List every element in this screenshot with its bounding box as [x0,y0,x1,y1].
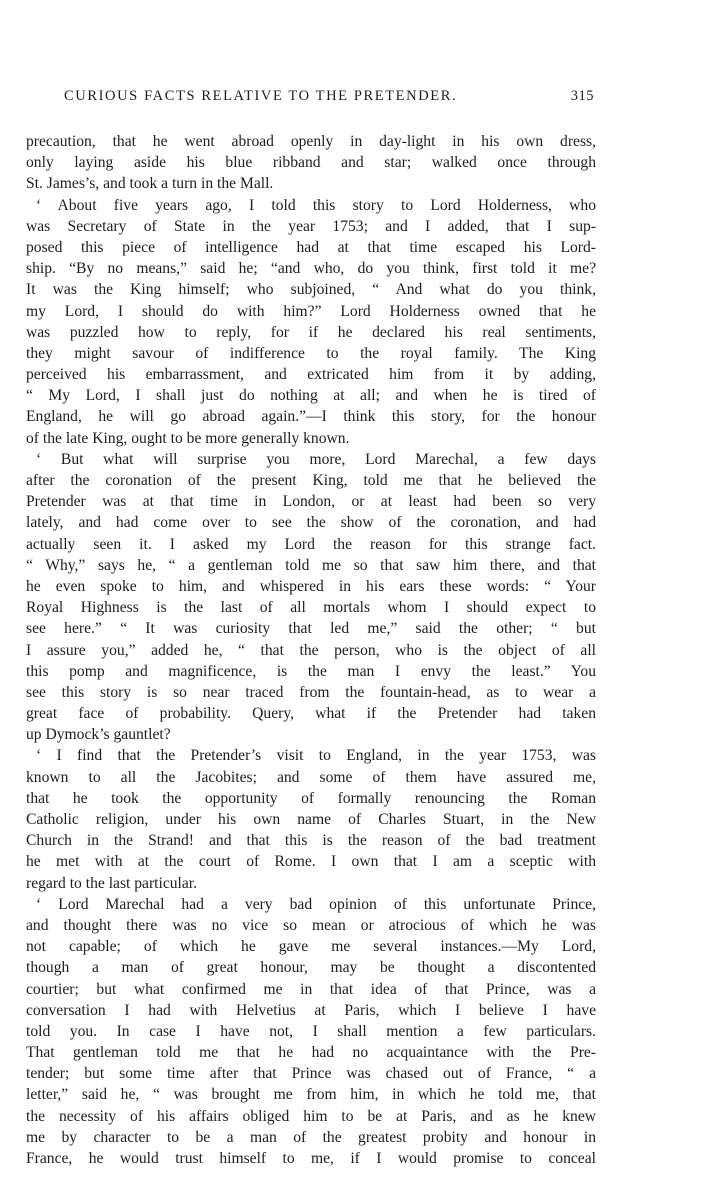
text-line: Royal Highness is the last of all mortals whom I should expect to [26,599,596,617]
body-text [26,131,596,1169]
text-line: this pomp and magnificence, is the man I envy the least.” You [26,662,596,680]
text-line: he even spoke to him, and whispered in his ears these words: “ Your [26,577,596,595]
text-line: Pretender was at that time in London, or at least had been so very [26,493,596,511]
text-line: precaution, that he went abroad openly in day-light in his own dress, [26,133,596,150]
text-line: Catholic religion, under his own name of Charles Stuart, in the New [26,811,596,828]
text-line: Church in the Strand! and that this is the reason of the bad treatment [26,832,596,850]
text-line: ‘ But what will surprise you more, Lord Marechal, a few days [36,450,596,468]
text-line: they might savour of indifference to the royal family. The King [26,344,596,362]
text-line: great face of probability. Query, what if the Pretender had taken [26,705,596,723]
text-line: “ Why,” says he, “ a gentleman told me so that saw him there, and that [26,556,596,574]
text-line: my Lord, I should do with him?” Lord Holderness owned that he [26,302,596,320]
text-line: actually seen it. I asked my Lord the reason for this strange fact. [26,535,596,553]
text-line: of the late King, ought to be more generally known. [26,429,350,447]
text-line: perceived his embarrassment, and extricated him from it by adding, [26,366,596,384]
text-line: that he took the opportunity of formally renouncing the Roman [26,789,596,807]
text-line: St. James’s, and took a turn in the Mall. [26,175,274,193]
text-line: though a man of great honour, may be thought a discontented [26,959,596,977]
page-number: 315 [570,88,594,104]
text-line: up Dymock’s gauntlet? [26,726,171,744]
running-title: CURIOUS FACTS RELATIVE TO THE PRETENDER. [64,88,458,104]
text-line: known to all the Jacobites; and some of them have assured me, [26,768,596,786]
text-line: posed this piece of intelligence had at that time escaped his Lord- [26,238,596,256]
text-line: was Secretary of State in the year 1753; and I added, that I sup- [26,217,596,235]
text-line: France, he would trust himself to me, if I would promise to conceal [26,1150,596,1167]
text-line: conversation I had with Helvetius at Paris, which I believe I have [26,1001,596,1019]
text-line: courtier; but what confirmed me in that idea of that Prince, was a [26,980,596,998]
text-line: “ My Lord, I shall just do nothing at all; and when he is tired of [26,387,596,405]
text-line: tender; but some time after that Prince was chased out of France, “ a [26,1065,596,1083]
text-line: me by character to be a man of the greatest probity and honour in [26,1128,596,1146]
text-line: told you. In case I have not, I shall mention a few particulars. [26,1022,596,1040]
text-line: England, he will go abroad again.”—I think this story, for the honour [26,408,596,426]
text-line: ‘ About five years ago, I told this story to Lord Holderness, who [36,196,596,214]
text-line: after the coronation of the present King, told me that he believed the [26,472,596,489]
text-line: see here.” “ It was curiosity that led me,” said the other; “ but [26,620,596,638]
text-line: he met with at the court of Rome. I own that I am a sceptic with [26,853,596,871]
text-line: regard to the last particular. [26,874,198,892]
text-line: That gentleman told me that he had no acquaintance with the Pre- [26,1044,596,1062]
text-line: and thought there was no vice so mean or atrocious of which he was [26,916,596,934]
text-line: It was the King himself; who subjoined, “ And what do you think, [26,281,596,299]
text-line: lately, and had come over to see the show of the coronation, and had [26,514,596,532]
text-line: ‘ Lord Marechal had a very bad opinion of this unfortunate Prince, [36,895,596,913]
text-line: ‘ I find that the Pretender’s visit to England, in the year 1753, was [36,747,596,765]
text-line: the necessity of his affairs obliged him to be at Paris, and as he knew [26,1107,596,1125]
text-line: not capable; of which he gave me several instances.—My Lord, [26,938,596,956]
text-line: see this story is so near traced from the fountain-head, as to wear a [26,683,596,701]
text-line: ship. “By no means,” said he; “and who, do you think, first told it me? [26,260,596,278]
text-line: letter,” said he, “ was brought me from him, in which he told me, that [26,1086,596,1104]
text-line: was puzzled how to reply, for if he declared his real sentiments, [26,323,596,341]
running-head [64,88,594,110]
text-line: only laying aside his blue ribband and star; walked once through [26,154,596,172]
text-line: I assure you,” added he, “ that the person, who is the object of all [26,641,596,659]
